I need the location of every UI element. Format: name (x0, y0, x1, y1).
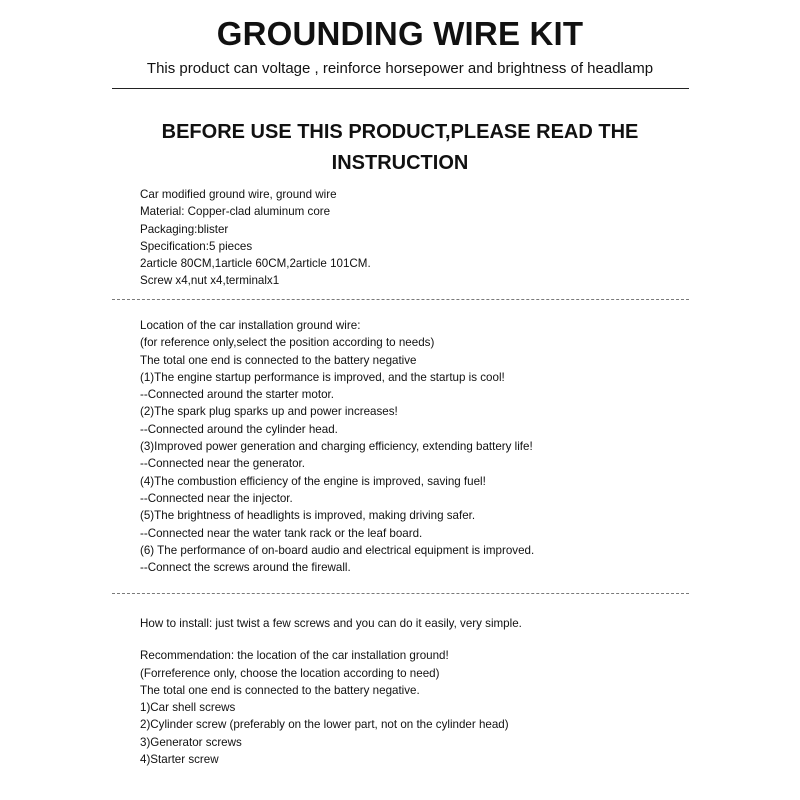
location-line: (3)Improved power generation and charging efficiency, extending battery life! (140, 440, 533, 454)
section-divider-2 (112, 593, 689, 594)
page-title: GROUNDING WIRE KIT (216, 15, 584, 52)
install-line: 1)Car shell screws (140, 701, 236, 715)
header-divider (112, 88, 689, 89)
install-spacer (140, 632, 700, 647)
install-section (140, 615, 700, 768)
install-line: 2)Cylinder screw (preferably on the lower part, not on the cylinder head) (140, 718, 509, 732)
location-line: (2)The spark plug sparks up and power increases! (140, 405, 398, 419)
specs-line: Packaging:blister (140, 222, 229, 236)
page-subtitle: This product can voltage , reinforce horsepower and brightness of headlamp (146, 60, 654, 77)
location-line: (for reference only,select the position according to needs) (140, 336, 435, 350)
location-section (140, 317, 700, 576)
location-line: --Connected near the water tank rack or the leaf board. (140, 526, 423, 540)
specs-line: Screw x4,nut x4,terminalx1 (140, 274, 280, 288)
install-line: 4)Starter screw (140, 753, 219, 767)
install-line: (Forreference only, choose the location according to need) (140, 666, 440, 680)
location-line: (4)The combustion efficiency of the engine is improved, saving fuel! (140, 474, 486, 488)
location-line: (5)The brightness of headlights is improved, making driving safer. (140, 509, 476, 523)
specs-line: Specification:5 pieces (140, 239, 253, 253)
section-divider-1 (112, 299, 689, 300)
location-line: --Connected near the generator. (140, 457, 305, 471)
location-line: --Connected near the injector. (140, 491, 293, 505)
location-line: --Connected around the cylinder head. (140, 422, 338, 436)
specs-line: Car modified ground wire, ground wire (140, 188, 337, 201)
location-line: Location of the car installation ground wire: (140, 319, 361, 332)
specs-line: Material: Copper-clad aluminum core (140, 205, 331, 219)
install-line: 3)Generator screws (140, 735, 242, 749)
location-line: The total one end is connected to the battery negative (140, 353, 417, 367)
location-line: --Connected around the starter motor. (140, 388, 334, 402)
install-how-to: How to install: just twist a few screws and you can do it easily, very simple. (140, 617, 522, 630)
location-line: (6) The performance of on-board audio and electrical equipment is improved. (140, 543, 535, 557)
location-line: (1)The engine startup performance is improved, and the startup is cool! (140, 370, 505, 384)
notice-heading (100, 117, 700, 179)
install-line: Recommendation: the location of the car installation ground! (140, 649, 449, 663)
location-line: --Connect the screws around the firewall. (140, 561, 351, 575)
specs-line: 2article 80CM,1article 60CM,2article 101CM. (140, 257, 371, 271)
notice-line-2: INSTRUCTION (331, 152, 469, 174)
notice-line-1: BEFORE USE THIS PRODUCT,PLEASE READ THE (161, 121, 639, 143)
install-line: The total one end is connected to the battery negative. (140, 683, 420, 697)
specs-section (140, 186, 700, 290)
